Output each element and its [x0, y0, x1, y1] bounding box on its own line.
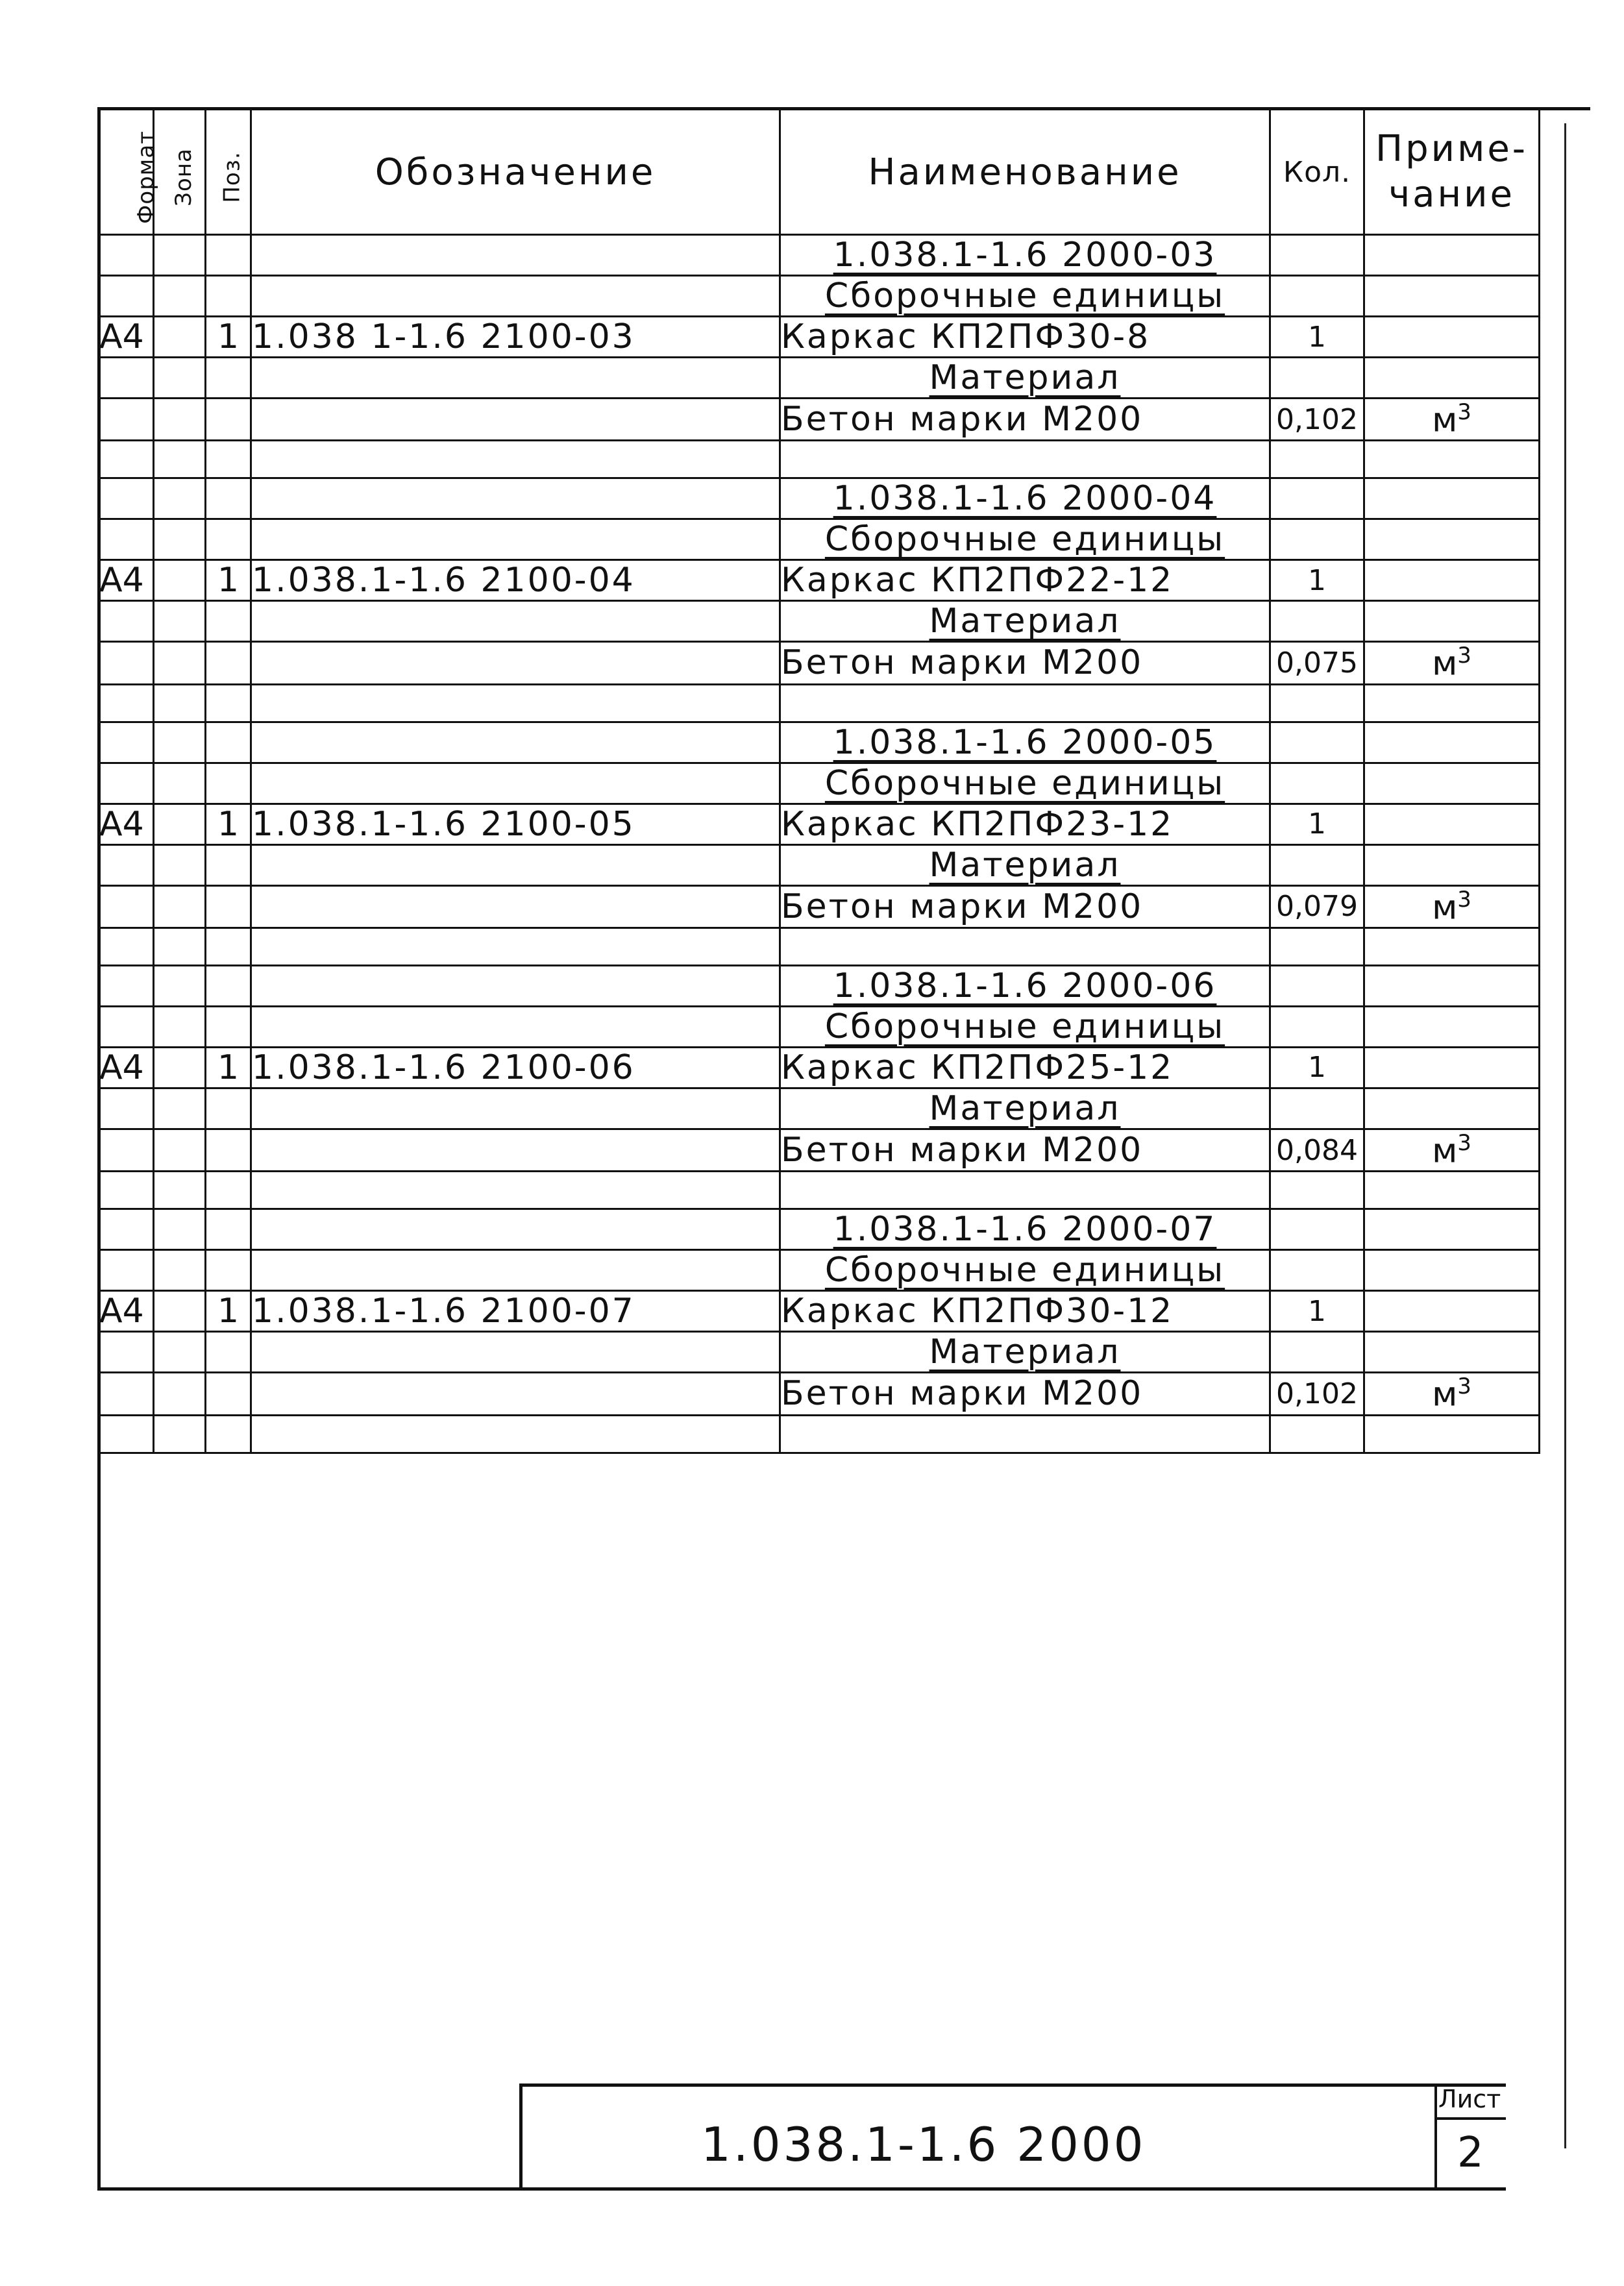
table-row	[99, 1291, 1540, 1332]
designation-cell	[251, 1209, 780, 1250]
zone-cell	[154, 560, 206, 601]
sheet-number: 2	[1457, 2129, 1484, 2177]
format-cell	[99, 763, 154, 804]
name-cell: Бетон марки М200	[780, 642, 1270, 684]
note-cell	[1364, 1047, 1540, 1088]
name-cell	[780, 441, 1270, 478]
format-cell	[99, 1415, 154, 1453]
note-cell	[1364, 235, 1540, 276]
table-row	[99, 722, 1540, 763]
zone-cell	[154, 276, 206, 317]
position-cell: 1	[206, 560, 251, 601]
format-cell: А4	[99, 1047, 154, 1088]
specification-table	[97, 108, 1540, 1454]
designation-cell	[251, 1088, 780, 1129]
zone-cell	[154, 804, 206, 844]
name-cell: 1.038.1-1.6 2000-07	[780, 1209, 1270, 1250]
table-row	[99, 885, 1540, 928]
format-cell: А4	[99, 1291, 154, 1332]
quantity-cell: 1	[1270, 1291, 1364, 1332]
name-cell: Каркас КП2ПФ22-12	[780, 560, 1270, 601]
note-cell	[1364, 1209, 1540, 1250]
table-row	[99, 399, 1540, 441]
zone-cell	[154, 519, 206, 560]
designation-cell	[251, 928, 780, 965]
quantity-cell	[1270, 844, 1364, 885]
name-cell: Бетон марки М200	[780, 399, 1270, 441]
table-row	[99, 1373, 1540, 1415]
quantity-cell	[1270, 478, 1364, 519]
zone-cell	[154, 317, 206, 358]
column-header-note: Приме- чание	[1364, 110, 1540, 235]
quantity-cell: 1	[1270, 317, 1364, 358]
format-cell	[99, 441, 154, 478]
format-cell	[99, 601, 154, 642]
format-cell	[99, 1373, 154, 1415]
note-cell	[1364, 1415, 1540, 1453]
position-cell	[206, 399, 251, 441]
note-cell	[1364, 722, 1540, 763]
right-margin-line	[1564, 123, 1566, 2148]
name-cell: Материал	[780, 1088, 1270, 1129]
designation-cell	[251, 399, 780, 441]
position-cell	[206, 928, 251, 965]
format-cell	[99, 1129, 154, 1171]
table-row	[99, 844, 1540, 885]
position-cell	[206, 1373, 251, 1415]
quantity-cell	[1270, 1332, 1364, 1373]
table-row	[99, 1047, 1540, 1088]
designation-cell	[251, 1129, 780, 1171]
name-cell: Сборочные единицы	[780, 1250, 1270, 1291]
table-row	[99, 642, 1540, 684]
table-row	[99, 1006, 1540, 1047]
format-cell	[99, 399, 154, 441]
designation-cell	[251, 1172, 780, 1209]
table-row	[99, 560, 1540, 601]
position-cell	[206, 642, 251, 684]
quantity-cell	[1270, 601, 1364, 642]
quantity-cell	[1270, 965, 1364, 1006]
table-row	[99, 1209, 1540, 1250]
position-cell	[206, 1209, 251, 1250]
quantity-cell	[1270, 1250, 1364, 1291]
note-cell	[1364, 1291, 1540, 1332]
note-cell	[1364, 560, 1540, 601]
quantity-cell	[1270, 276, 1364, 317]
designation-cell	[251, 965, 780, 1006]
format-cell	[99, 519, 154, 560]
position-cell	[206, 722, 251, 763]
designation-cell	[251, 1415, 780, 1453]
table-row	[99, 478, 1540, 519]
zone-cell	[154, 1291, 206, 1332]
position-cell	[206, 885, 251, 928]
note-cell	[1364, 763, 1540, 804]
quantity-cell: 0,102	[1270, 399, 1364, 441]
designation-cell	[251, 885, 780, 928]
designation-cell: 1.038.1-1.6 2100-07	[251, 1291, 780, 1332]
quantity-cell	[1270, 519, 1364, 560]
zone-cell	[154, 722, 206, 763]
quantity-cell	[1270, 441, 1364, 478]
position-cell	[206, 684, 251, 722]
quantity-cell	[1270, 684, 1364, 722]
zone-cell	[154, 1129, 206, 1171]
zone-cell	[154, 399, 206, 441]
designation-cell	[251, 844, 780, 885]
note-cell	[1364, 1172, 1540, 1209]
designation-cell	[251, 601, 780, 642]
quantity-cell	[1270, 1172, 1364, 1209]
table-row	[99, 684, 1540, 722]
designation-cell	[251, 519, 780, 560]
name-cell	[780, 1172, 1270, 1209]
quantity-cell: 1	[1270, 560, 1364, 601]
quantity-cell	[1270, 1209, 1364, 1250]
zone-cell	[154, 763, 206, 804]
zone-cell	[154, 235, 206, 276]
note-cell: $м^3$	[1364, 642, 1540, 684]
position-cell: 1	[206, 1291, 251, 1332]
column-header-quantity: Кол.	[1270, 110, 1364, 235]
position-cell	[206, 1332, 251, 1373]
table-row	[99, 1129, 1540, 1171]
table-row	[99, 235, 1540, 276]
format-cell	[99, 1332, 154, 1373]
name-cell: Материал	[780, 844, 1270, 885]
position-cell	[206, 1415, 251, 1453]
quantity-cell	[1270, 235, 1364, 276]
note-cell	[1364, 1006, 1540, 1047]
designation-cell	[251, 276, 780, 317]
table-row	[99, 1088, 1540, 1129]
position-cell	[206, 1006, 251, 1047]
table-row	[99, 601, 1540, 642]
note-cell	[1364, 317, 1540, 358]
format-cell	[99, 1209, 154, 1250]
table-row	[99, 1250, 1540, 1291]
name-cell: Материал	[780, 601, 1270, 642]
zone-cell	[154, 1047, 206, 1088]
zone-cell	[154, 358, 206, 399]
quantity-cell	[1270, 358, 1364, 399]
designation-cell	[251, 1006, 780, 1047]
note-cell	[1364, 928, 1540, 965]
quantity-cell: 0,075	[1270, 642, 1364, 684]
name-cell: 1.038.1-1.6 2000-04	[780, 478, 1270, 519]
zone-cell	[154, 1332, 206, 1373]
name-cell: 1.038.1-1.6 2000-05	[780, 722, 1270, 763]
format-cell	[99, 235, 154, 276]
name-cell: Бетон марки М200	[780, 885, 1270, 928]
format-cell	[99, 1250, 154, 1291]
format-cell	[99, 1172, 154, 1209]
table-row	[99, 965, 1540, 1006]
note-cell	[1364, 804, 1540, 844]
note-cell	[1364, 478, 1540, 519]
column-header-designation: Обозначение	[251, 110, 780, 235]
zone-cell	[154, 885, 206, 928]
position-cell	[206, 1088, 251, 1129]
table-row	[99, 1172, 1540, 1209]
position-cell: 1	[206, 317, 251, 358]
designation-cell	[251, 478, 780, 519]
designation-cell	[251, 763, 780, 804]
name-cell: Материал	[780, 1332, 1270, 1373]
zone-cell	[154, 642, 206, 684]
column-header-zone: Зона	[154, 110, 206, 235]
zone-cell	[154, 601, 206, 642]
zone-cell	[154, 1172, 206, 1209]
format-cell	[99, 1088, 154, 1129]
name-cell	[780, 684, 1270, 722]
position-cell	[206, 1250, 251, 1291]
name-cell: Сборочные единицы	[780, 1006, 1270, 1047]
quantity-cell	[1270, 1415, 1364, 1453]
note-cell	[1364, 601, 1540, 642]
note-cell: $м^3$	[1364, 1129, 1540, 1171]
format-cell: А4	[99, 804, 154, 844]
position-cell	[206, 1172, 251, 1209]
position-cell	[206, 276, 251, 317]
quantity-cell	[1270, 928, 1364, 965]
position-cell	[206, 1129, 251, 1171]
format-cell	[99, 642, 154, 684]
note-cell	[1364, 1250, 1540, 1291]
column-header-format: Формат	[99, 110, 154, 235]
note-cell	[1364, 519, 1540, 560]
format-cell	[99, 885, 154, 928]
designation-cell: 1.038 1-1.6 2100-03	[251, 317, 780, 358]
designation-cell	[251, 358, 780, 399]
designation-cell	[251, 235, 780, 276]
table-header-row	[99, 110, 1540, 235]
name-cell: Сборочные единицы	[780, 519, 1270, 560]
note-cell	[1364, 1088, 1540, 1129]
format-cell	[99, 965, 154, 1006]
quantity-cell	[1270, 1006, 1364, 1047]
quantity-cell	[1270, 763, 1364, 804]
name-cell	[780, 1415, 1270, 1453]
note-cell	[1364, 1332, 1540, 1373]
quantity-cell	[1270, 1088, 1364, 1129]
name-cell: Материал	[780, 358, 1270, 399]
position-cell	[206, 763, 251, 804]
column-header-name: Наименование	[780, 110, 1270, 235]
name-cell: Бетон марки М200	[780, 1373, 1270, 1415]
position-cell: 1	[206, 1047, 251, 1088]
table-row	[99, 276, 1540, 317]
quantity-cell: 1	[1270, 804, 1364, 844]
position-cell	[206, 601, 251, 642]
table-row	[99, 804, 1540, 844]
name-cell: Каркас КП2ПФ30-12	[780, 1291, 1270, 1332]
designation-cell	[251, 1332, 780, 1373]
position-cell	[206, 441, 251, 478]
designation-cell: 1.038.1-1.6 2100-04	[251, 560, 780, 601]
format-cell	[99, 1006, 154, 1047]
note-cell	[1364, 684, 1540, 722]
name-cell: Сборочные единицы	[780, 763, 1270, 804]
note-cell	[1364, 844, 1540, 885]
format-cell: А4	[99, 560, 154, 601]
note-cell: $м^3$	[1364, 1373, 1540, 1415]
table-row	[99, 441, 1540, 478]
zone-cell	[154, 928, 206, 965]
table-row	[99, 1332, 1540, 1373]
zone-cell	[154, 1088, 206, 1129]
zone-cell	[154, 684, 206, 722]
format-cell	[99, 844, 154, 885]
note-cell	[1364, 276, 1540, 317]
designation-cell	[251, 1373, 780, 1415]
note-cell	[1364, 965, 1540, 1006]
zone-cell	[154, 1209, 206, 1250]
designation-cell	[251, 1250, 780, 1291]
zone-cell	[154, 1250, 206, 1291]
format-cell	[99, 276, 154, 317]
quantity-cell: 0,079	[1270, 885, 1364, 928]
note-cell: $м^3$	[1364, 885, 1540, 928]
name-cell: Бетон марки М200	[780, 1129, 1270, 1171]
zone-cell	[154, 478, 206, 519]
document-code: 1.038.1-1.6 2000	[701, 2117, 1146, 2172]
zone-cell	[154, 844, 206, 885]
note-cell	[1364, 441, 1540, 478]
position-cell	[206, 235, 251, 276]
name-cell: Каркас КП2ПФ23-12	[780, 804, 1270, 844]
format-cell	[99, 358, 154, 399]
zone-cell	[154, 1373, 206, 1415]
note-cell	[1364, 358, 1540, 399]
name-cell: Каркас КП2ПФ30-8	[780, 317, 1270, 358]
position-cell	[206, 358, 251, 399]
name-cell: 1.038.1-1.6 2000-03	[780, 235, 1270, 276]
designation-cell: 1.038.1-1.6 2100-06	[251, 1047, 780, 1088]
zone-cell	[154, 441, 206, 478]
table-row	[99, 358, 1540, 399]
designation-cell	[251, 642, 780, 684]
table-row	[99, 1415, 1540, 1453]
name-cell	[780, 928, 1270, 965]
name-cell: 1.038.1-1.6 2000-06	[780, 965, 1270, 1006]
zone-cell	[154, 1006, 206, 1047]
quantity-cell: 0,102	[1270, 1373, 1364, 1415]
designation-cell	[251, 441, 780, 478]
position-cell	[206, 478, 251, 519]
sheet-label: Лист	[1438, 2085, 1501, 2113]
designation-cell	[251, 684, 780, 722]
column-header-position: Поз.	[206, 110, 251, 235]
zone-cell	[154, 965, 206, 1006]
position-cell	[206, 965, 251, 1006]
table-row	[99, 519, 1540, 560]
table-row	[99, 763, 1540, 804]
table-row	[99, 317, 1540, 358]
format-cell	[99, 684, 154, 722]
format-cell	[99, 722, 154, 763]
designation-cell	[251, 722, 780, 763]
format-cell	[99, 478, 154, 519]
table-row	[99, 928, 1540, 965]
quantity-cell: 1	[1270, 1047, 1364, 1088]
quantity-cell: 0,084	[1270, 1129, 1364, 1171]
format-cell: А4	[99, 317, 154, 358]
format-cell	[99, 928, 154, 965]
name-cell: Каркас КП2ПФ25-12	[780, 1047, 1270, 1088]
designation-cell: 1.038.1-1.6 2100-05	[251, 804, 780, 844]
note-cell: $м^3$	[1364, 399, 1540, 441]
position-cell: 1	[206, 804, 251, 844]
name-cell: Сборочные единицы	[780, 276, 1270, 317]
zone-cell	[154, 1415, 206, 1453]
position-cell	[206, 519, 251, 560]
position-cell	[206, 844, 251, 885]
quantity-cell	[1270, 722, 1364, 763]
